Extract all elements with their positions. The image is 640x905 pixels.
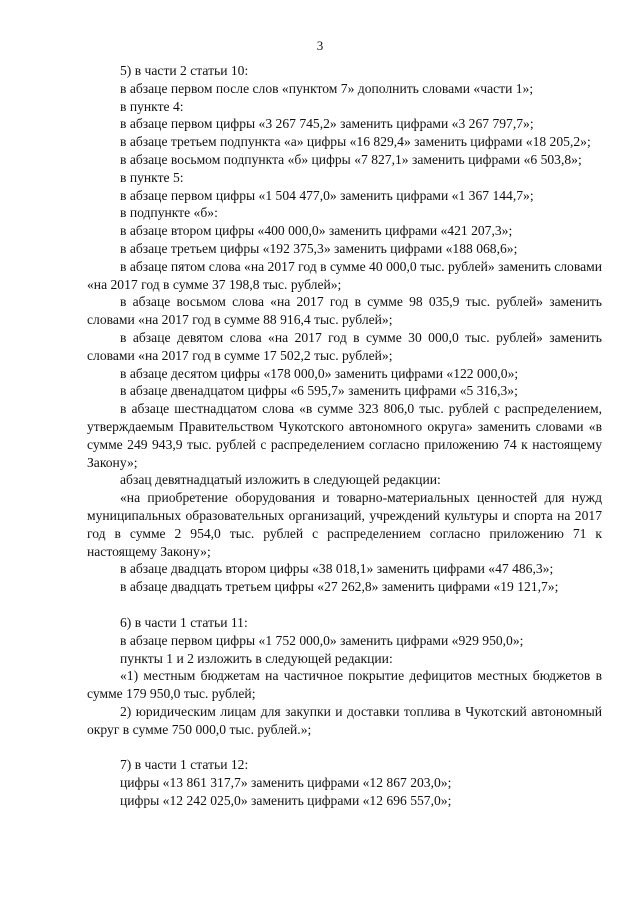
paragraph: «на приобретение оборудования и товарно-материальных ценностей для нужд муниципальных образовательных организаций, учреждений культуры и спорта на 2017 год в сумме 2 954,0 тыс. рублей с распределением согласно приложению 71 к настоящему Закону»; — [87, 490, 602, 559]
page-number: 3 — [316, 38, 324, 53]
paragraph: цифры «12 242 025,0» заменить цифрами «12 696 557,0»; — [120, 793, 452, 809]
paragraph: в подпункте «б»: — [120, 205, 218, 221]
paragraph: в абзаце первом цифры «1 504 477,0» заменить цифрами «1 367 144,7»; — [120, 187, 534, 203]
section-gap — [120, 738, 602, 756]
paragraph: в абзаце первом цифры «1 752 000,0» заменить цифрами «929 950,0»; — [120, 632, 524, 648]
section-gap — [120, 596, 602, 614]
paragraph: 2) юридическим лицам для закупки и доставки топлива в Чукотский автономный округ в сумме 750 000,0 тыс. рублей.»; — [87, 703, 602, 737]
paragraph: в абзаце третьем подпункта «а» цифры «16 829,4» заменить цифрами «18 205,2»; — [120, 134, 591, 150]
paragraph: в абзаце первом цифры «3 267 745,2» заменить цифрами «3 267 797,7»; — [120, 116, 534, 132]
paragraph: в абзаце пятом слова «на 2017 год в сумме 40 000,0 тыс. рублей» заменить словами «на 2017 год в сумме 37 198,8 тыс. рублей»; — [87, 258, 602, 292]
paragraph: в абзаце восьмом слова «на 2017 год в сумме 98 035,9 тыс. рублей» заменить словами «на 2017 год в сумме 88 916,4 тыс. рублей»; — [87, 294, 602, 328]
document-body — [87, 62, 602, 810]
paragraph-5-header: 5) в части 2 статьи 10: — [120, 63, 249, 78]
paragraph: в абзаце двенадцатом цифры «6 595,7» заменить цифрами «5 316,3»; — [120, 383, 518, 399]
paragraph: в абзаце двадцать втором цифры «38 018,1» заменить цифрами «47 486,3»; — [120, 561, 554, 577]
paragraph-6-header: 6) в части 1 статьи 11: — [120, 614, 248, 630]
paragraph: в абзаце шестнадцатом слова «в сумме 323 806,0 тыс. рублей с распределением, утверждаемым Правительством Чукотского автономного округа» заменить словами «в сумме 249 943,9 тыс. рублей с распределением согласно приложению 74 к настоящему Закону»; — [87, 401, 602, 470]
paragraph: в абзаце девятом слова «на 2017 год в сумме 30 000,0 тыс. рублей» заменить словами «на 2017 год в сумме 17 502,2 тыс. рублей»; — [87, 329, 602, 363]
paragraph-7-header: 7) в части 1 статьи 12: — [120, 757, 249, 773]
paragraph: в абзаце десятом цифры «178 000,0» заменить цифрами «122 000,0»; — [120, 365, 519, 381]
paragraph: в абзаце восьмом подпункта «б» цифры «7 827,1» заменить цифрами «6 503,8»; — [120, 151, 582, 167]
paragraph: в пункте 5: — [120, 169, 184, 185]
paragraph: пункты 1 и 2 изложить в следующей редакции: — [120, 650, 393, 666]
paragraph: в абзаце втором цифры «400 000,0» заменить цифрами «421 207,3»; — [120, 223, 513, 239]
paragraph: цифры «13 861 317,7» заменить цифрами «12 867 203,0»; — [120, 775, 452, 791]
paragraph: в абзаце третьем цифры «192 375,3» заменить цифрами «188 068,6»; — [120, 240, 518, 256]
paragraph: абзац девятнадцатый изложить в следующей редакции: — [120, 472, 441, 488]
paragraph: «1) местным бюджетам на частичное покрытие дефицитов местных бюджетов в сумме 179 950,0 тыс. рублей; — [87, 668, 602, 702]
paragraph: в абзаце двадцать третьем цифры «27 262,8» заменить цифрами «19 121,7»; — [120, 579, 559, 595]
paragraph: в абзаце первом после слов «пунктом 7» дополнить словами «части 1»; — [120, 80, 534, 96]
paragraph: в пункте 4: — [120, 98, 184, 114]
